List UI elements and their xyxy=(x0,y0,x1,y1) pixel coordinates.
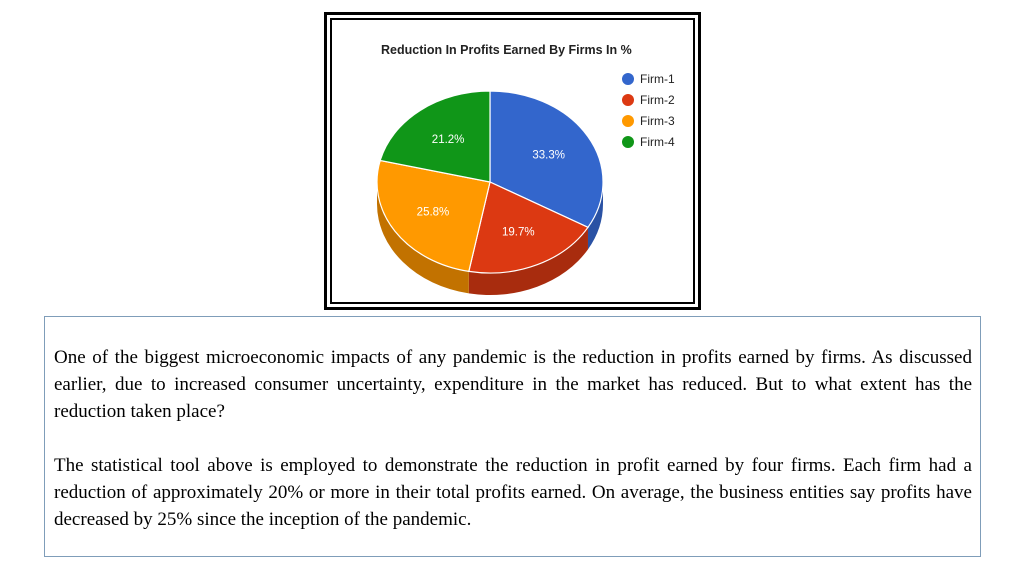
pie-slices xyxy=(377,91,603,273)
chart-frame xyxy=(324,12,701,310)
legend-swatch-firm-4 xyxy=(622,136,634,148)
chart-area xyxy=(330,18,695,304)
description-box xyxy=(44,316,981,557)
legend-label-firm-4[interactable]: Firm-4 xyxy=(640,135,675,149)
legend-swatch-firm-2 xyxy=(622,94,634,106)
paragraph-1: One of the biggest microeconomic impacts of any pandemic is the reduction in profits earned by firms. As discussed earlier, due to increased consumer uncertainty, expenditure in the market has reduced. But to what extent has the reduction taken place? xyxy=(54,347,972,422)
chart-legend xyxy=(622,72,675,149)
pie-label-firm-2: 19.7% xyxy=(501,226,535,239)
chart-title: Reduction In Profits Earned By Firms In % xyxy=(381,43,632,57)
pie-label-firm-3: 25.8% xyxy=(416,206,450,219)
pie-label-firm-4: 21.2% xyxy=(431,134,465,147)
pie-chart xyxy=(332,20,693,302)
legend-swatch-firm-3 xyxy=(622,115,634,127)
legend-swatch-firm-1 xyxy=(622,73,634,85)
legend-label-firm-2[interactable]: Firm-2 xyxy=(640,93,675,107)
pie-label-firm-1: 33.3% xyxy=(532,149,565,162)
legend-label-firm-1[interactable]: Firm-1 xyxy=(640,72,675,86)
paragraph-2: The statistical tool above is employed to demonstrate the reduction in profit earned by four firms. Each firm had a reduction of approximately 20% or more in their total profits earned. On average, the business entities say profits have decreased by 25% since the inception of the pandemic. xyxy=(54,455,972,530)
legend-label-firm-3[interactable]: Firm-3 xyxy=(640,114,675,128)
